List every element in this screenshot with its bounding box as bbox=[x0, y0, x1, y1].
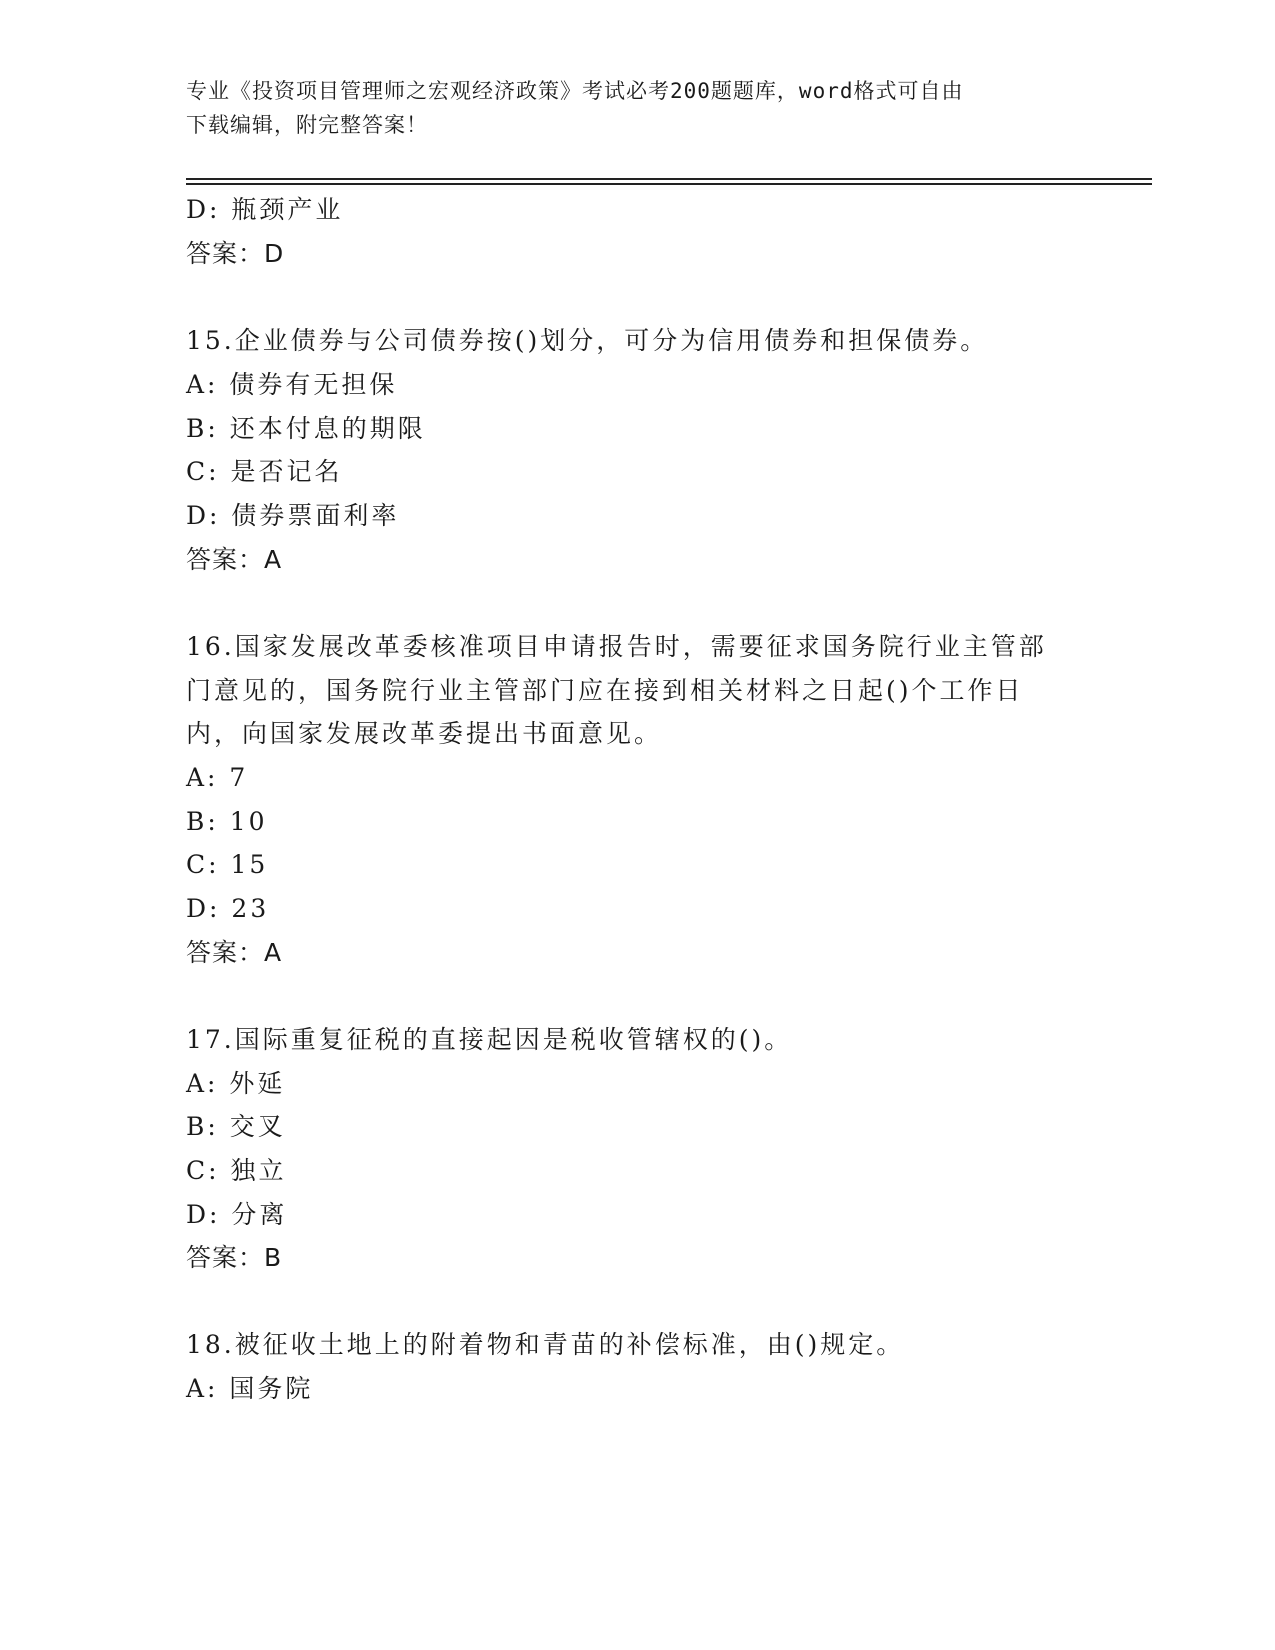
document-header bbox=[186, 74, 1086, 142]
q15-option-c: C: 是否记名 bbox=[186, 457, 343, 486]
q16-option-c: C: 15 bbox=[186, 850, 269, 879]
q18-question: 18.被征收土地上的附着物和青苗的补偿标准，由()规定。 bbox=[186, 1330, 905, 1359]
q17-question: 17.国际重复征税的直接起因是税收管辖权的()。 bbox=[186, 1025, 793, 1054]
q16-question-line-2: 门意见的，国务院行业主管部门应在接到相关材料之日起()个工作日 bbox=[186, 676, 1024, 705]
q15-option-d: D: 债券票面利率 bbox=[186, 501, 400, 530]
q17-option-a: A: 外延 bbox=[186, 1069, 286, 1098]
q17-answer: 答案：B bbox=[186, 1243, 283, 1272]
q17-option-b: B: 交叉 bbox=[186, 1112, 286, 1141]
q15-option-a: A: 债券有无担保 bbox=[186, 370, 398, 399]
q15-answer: 答案：A bbox=[186, 545, 283, 574]
q16-option-d: D: 23 bbox=[186, 894, 270, 923]
q14-answer: 答案：D bbox=[186, 239, 285, 268]
header-line-1: 专业《投资项目管理师之宏观经济政策》考试必考200题题库，word格式可自由 bbox=[186, 79, 964, 103]
q16-option-b: B: 10 bbox=[186, 807, 268, 836]
header-line-2: 下载编辑，附完整答案！ bbox=[186, 113, 428, 137]
header-divider-bottom bbox=[186, 183, 1152, 185]
q15-option-b: B: 还本付息的期限 bbox=[186, 414, 426, 443]
header-divider-top bbox=[186, 178, 1152, 180]
q14-option-d: D: 瓶颈产业 bbox=[186, 195, 344, 224]
q16-question-line-1: 16.国家发展改革委核准项目申请报告时，需要征求国务院行业主管部 bbox=[186, 632, 1047, 661]
q16-answer: 答案：A bbox=[186, 938, 283, 967]
q16-question-line-3: 内，向国家发展改革委提出书面意见。 bbox=[186, 719, 663, 748]
q16-option-a: A: 7 bbox=[186, 763, 249, 792]
q15-question: 15.企业债券与公司债券按()划分，可分为信用债券和担保债券。 bbox=[186, 326, 989, 355]
q17-option-d: D: 分离 bbox=[186, 1200, 288, 1229]
q17-option-c: C: 独立 bbox=[186, 1156, 287, 1185]
q18-option-a: A: 国务院 bbox=[186, 1374, 314, 1403]
